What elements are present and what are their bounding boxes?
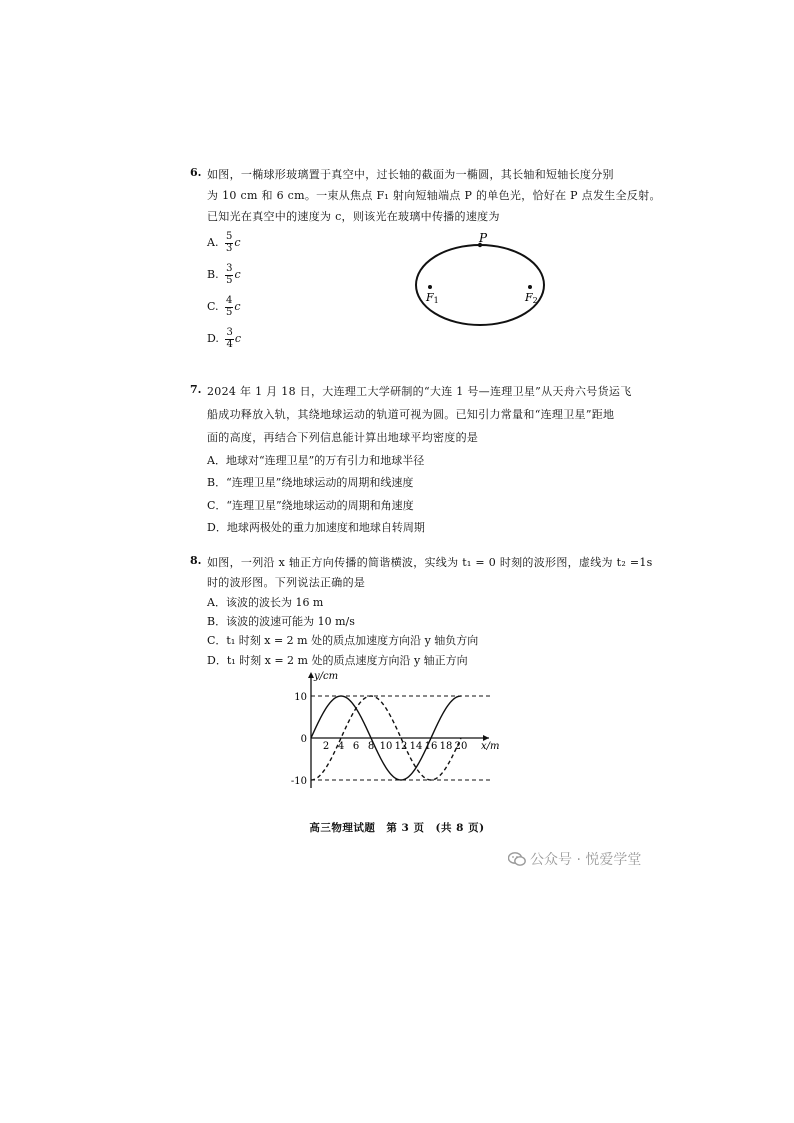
x-tick-label: 8 bbox=[367, 741, 375, 752]
x-tick-label: 4 bbox=[337, 741, 345, 752]
q7-number: 7. bbox=[190, 383, 202, 396]
q6-option-d: D. $\frac{3}{4}$ c bbox=[207, 327, 241, 350]
q7-line-2: 船成功释放入轨，其绕地球运动的轨道可视为圆。已知引力常量和“连理卫星”距地 bbox=[207, 408, 615, 421]
q6-line-3: 已知光在真空中的速度为 c，则该光在玻璃中传播的速度为 bbox=[207, 210, 500, 223]
x-tick-label: 16 bbox=[424, 741, 438, 752]
q6-option-c: C. $\frac{4}{5}$ c bbox=[207, 295, 241, 318]
q7-option-a: A．地球对“连理卫星”的万有引力和地球半径 bbox=[207, 454, 425, 467]
x-tick-label: 6 bbox=[352, 741, 360, 752]
q7-option-d: D．地球两极处的重力加速度和地球自转周期 bbox=[207, 521, 425, 534]
q7-line-3: 面的高度，再结合下列信息能计算出地球平均密度的是 bbox=[207, 431, 479, 444]
focus-2-label: F2 bbox=[525, 291, 538, 305]
ellipse bbox=[416, 245, 544, 325]
q8-option-c: C．t₁ 时刻 x = 2 m 处的质点加速度方向沿 y 轴负方向 bbox=[207, 634, 479, 647]
q6-number: 6. bbox=[190, 166, 202, 179]
watermark bbox=[508, 849, 641, 869]
q7-line-1: 2024 年 1 月 18 日，大连理工大学研制的“大连 1 号—连理卫星”从天舟六号货运飞 bbox=[207, 385, 632, 398]
ellipse-figure bbox=[405, 228, 555, 332]
x-tick-label: 10 bbox=[379, 741, 393, 752]
q8-line-1: 如图，一列沿 x 轴正方向传播的简谐横波，实线为 t₁ = 0 时刻的波形图，虚线为 t₂ =1s bbox=[207, 556, 653, 569]
q6-option-a: A. $\frac{5}{3}$ c bbox=[207, 231, 241, 254]
watermark-text: 公众号 · 悦爱学堂 bbox=[530, 852, 642, 868]
x-tick-label: 14 bbox=[409, 741, 423, 752]
q8-option-a: A．该波的波长为 16 m bbox=[207, 596, 324, 609]
x-tick-label: 2 bbox=[322, 741, 330, 752]
q6-line-1: 如图，一椭球形玻璃置于真空中，过长轴的截面为一椭圆，其长轴和短轴长度分别 bbox=[207, 168, 614, 181]
q6-line-2: 为 10 cm 和 6 cm。一束从焦点 F₁ 射向短轴端点 P 的单色光，恰好在 P 点发生全反射。 bbox=[207, 189, 661, 202]
focus-1-label: F1 bbox=[426, 291, 439, 305]
q8-option-b: B．该波的波速可能为 10 m/s bbox=[207, 615, 355, 628]
focus-2-dot bbox=[528, 285, 532, 289]
q6-option-b: B. $\frac{3}{5}$ c bbox=[207, 263, 241, 286]
x-tick-label: 20 bbox=[454, 741, 468, 752]
point-p-label: P bbox=[479, 231, 488, 245]
y-axis-label: y/cm bbox=[314, 671, 339, 682]
q8-option-d: D．t₁ 时刻 x = 2 m 处的质点速度方向沿 y 轴正方向 bbox=[207, 654, 468, 667]
q8-number: 8. bbox=[190, 554, 202, 567]
x-axis-label: x/m bbox=[481, 741, 500, 752]
focus-1-dot bbox=[428, 285, 432, 289]
y-tick-label: 10 bbox=[294, 692, 307, 703]
q8-line-2: 时的波形图。下列说法正确的是 bbox=[207, 576, 366, 589]
q7-option-b: B．“连理卫星”绕地球运动的周期和线速度 bbox=[207, 476, 414, 489]
y-tick-label: -10 bbox=[290, 776, 307, 787]
x-tick-label: 12 bbox=[394, 741, 408, 752]
page-footer: 高三物理试题 第 3 页 (共 8 页) bbox=[309, 822, 485, 834]
wechat-icon bbox=[508, 852, 526, 866]
y-tick-label: 0 bbox=[300, 734, 307, 745]
q7-option-c: C．“连理卫星”绕地球运动的周期和角速度 bbox=[207, 499, 414, 512]
wave-chart bbox=[280, 668, 510, 793]
x-tick-label: 18 bbox=[439, 741, 453, 752]
